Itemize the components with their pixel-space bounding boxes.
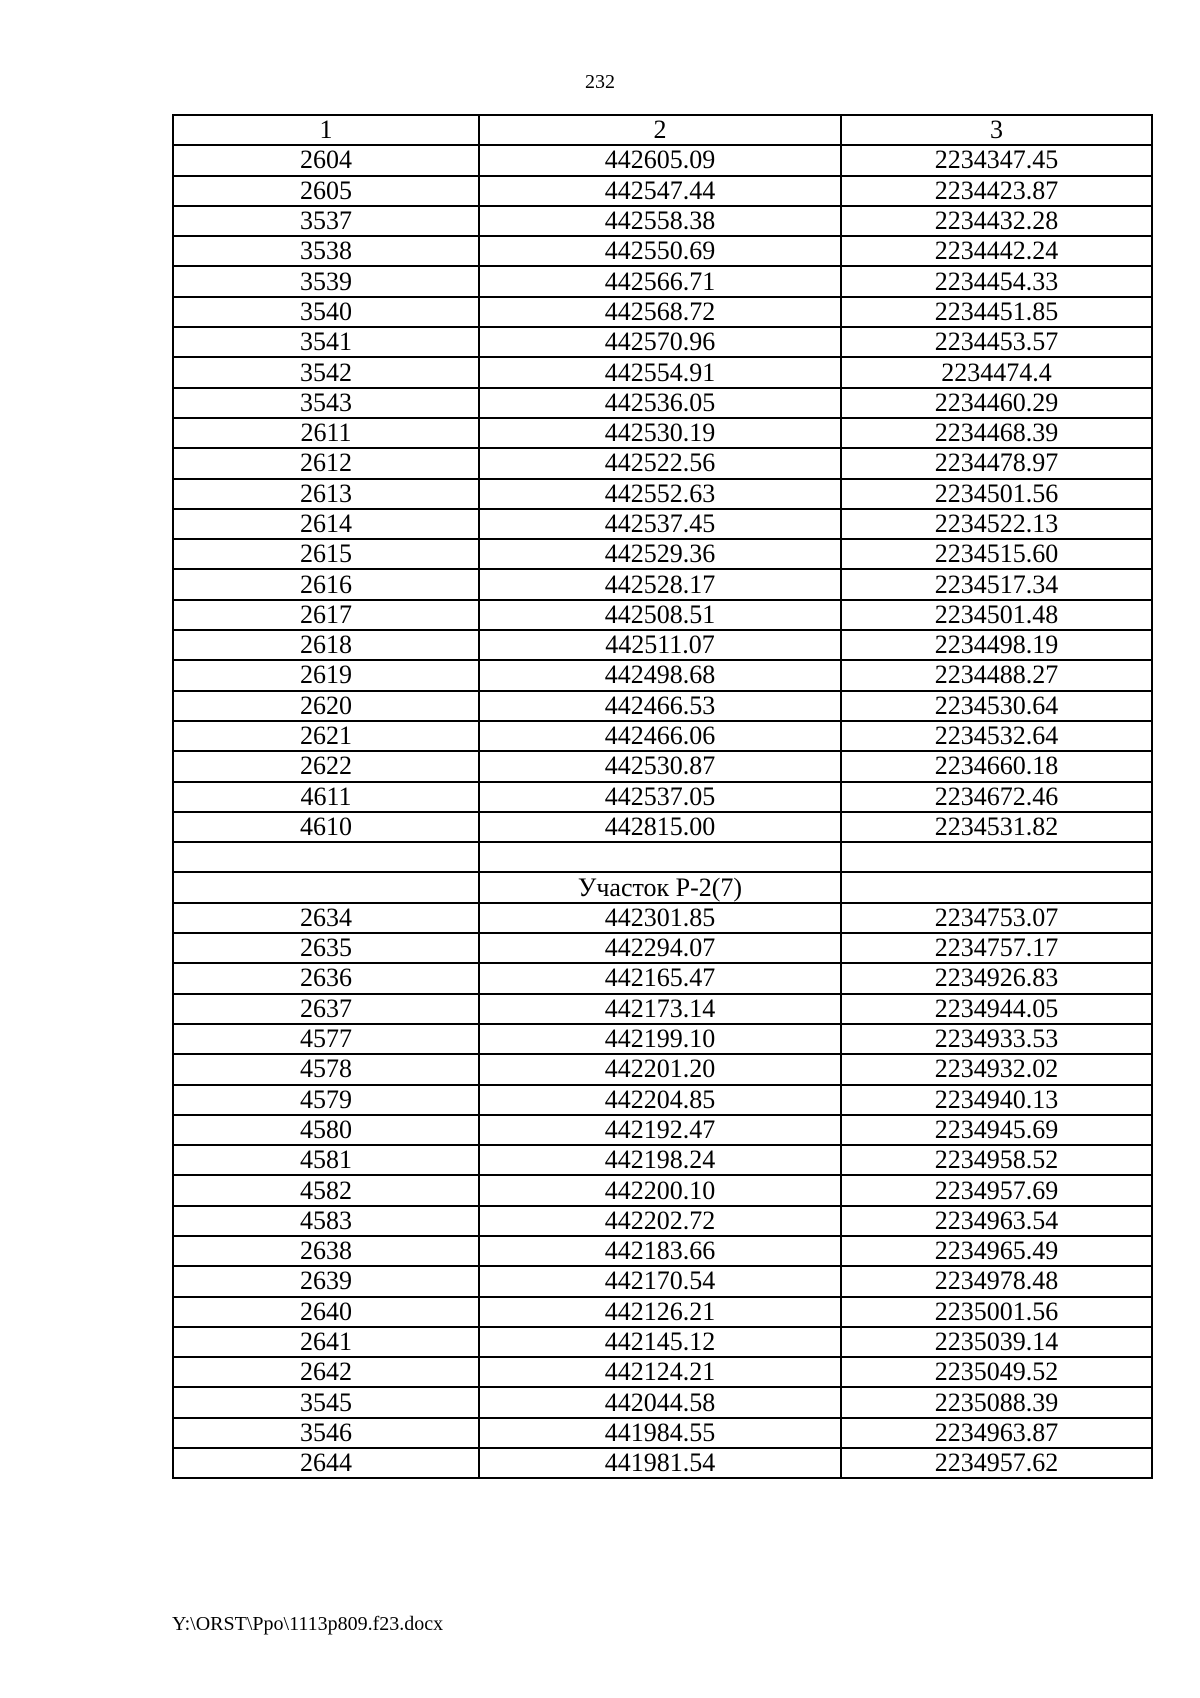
x-coordinate-cell: 442466.53	[479, 691, 841, 721]
y-coordinate-cell: 2234933.53	[841, 1024, 1152, 1054]
table-row	[173, 842, 1152, 872]
header-cell-2: 2	[479, 115, 841, 145]
x-coordinate-cell: 442605.09	[479, 145, 841, 175]
y-coordinate-cell: 2234347.45	[841, 145, 1152, 175]
table-row	[173, 1236, 1152, 1266]
y-coordinate-cell: 2234957.62	[841, 1448, 1152, 1478]
y-coordinate-cell: 2234945.69	[841, 1115, 1152, 1145]
y-coordinate-cell: 2234432.28	[841, 206, 1152, 236]
x-coordinate-cell: 442511.07	[479, 630, 841, 660]
x-coordinate-cell: 442550.69	[479, 236, 841, 266]
y-coordinate-cell: 2234478.97	[841, 448, 1152, 478]
table-row	[173, 145, 1152, 175]
point-number-cell: 4610	[173, 812, 479, 842]
y-coordinate-cell: 2234672.46	[841, 782, 1152, 812]
x-coordinate-cell: 442199.10	[479, 1024, 841, 1054]
table-row	[173, 1145, 1152, 1175]
x-coordinate-cell: 442200.10	[479, 1175, 841, 1205]
table-row	[173, 1266, 1152, 1296]
table-row	[173, 1115, 1152, 1145]
y-coordinate-cell: 2234958.52	[841, 1145, 1152, 1175]
x-coordinate-cell: 442126.21	[479, 1297, 841, 1327]
point-number-cell: 2615	[173, 539, 479, 569]
table-row	[173, 1357, 1152, 1387]
point-number-cell: 4583	[173, 1206, 479, 1236]
header-cell-1: 1	[173, 115, 479, 145]
x-coordinate-cell: 442204.85	[479, 1085, 841, 1115]
y-coordinate-cell: 2234515.60	[841, 539, 1152, 569]
point-number-cell: 2616	[173, 569, 479, 599]
x-coordinate-cell: 442202.72	[479, 1206, 841, 1236]
point-number-cell: 4611	[173, 782, 479, 812]
table-row	[173, 1024, 1152, 1054]
y-coordinate-cell: 2234488.27	[841, 660, 1152, 690]
table-row	[173, 357, 1152, 387]
point-number-cell: 2638	[173, 1236, 479, 1266]
table-row	[173, 812, 1152, 842]
point-number-cell: 4581	[173, 1145, 479, 1175]
table-row	[173, 206, 1152, 236]
y-coordinate-cell: 2234932.02	[841, 1054, 1152, 1084]
x-coordinate-cell: 442529.36	[479, 539, 841, 569]
point-number-cell: 2641	[173, 1327, 479, 1357]
x-coordinate-cell: 442547.44	[479, 176, 841, 206]
x-coordinate-cell: 442568.72	[479, 297, 841, 327]
table-row	[173, 509, 1152, 539]
x-coordinate-cell: 442124.21	[479, 1357, 841, 1387]
y-coordinate-cell: 2235049.52	[841, 1357, 1152, 1387]
table-row	[173, 963, 1152, 993]
point-number-cell: 2642	[173, 1357, 479, 1387]
x-coordinate-cell: 442165.47	[479, 963, 841, 993]
x-coordinate-cell: 442508.51	[479, 600, 841, 630]
table-row	[173, 297, 1152, 327]
point-number-cell: 2614	[173, 509, 479, 539]
point-number-cell: 2635	[173, 933, 479, 963]
table-row	[173, 600, 1152, 630]
x-coordinate-cell: 442145.12	[479, 1327, 841, 1357]
table-row	[173, 782, 1152, 812]
point-number-cell: 3538	[173, 236, 479, 266]
y-coordinate-cell: 2234660.18	[841, 751, 1152, 781]
table-row	[173, 176, 1152, 206]
table-row	[173, 933, 1152, 963]
table-row	[173, 1387, 1152, 1417]
y-coordinate-cell	[841, 842, 1152, 872]
table-row	[173, 1297, 1152, 1327]
x-coordinate-cell: 442522.56	[479, 448, 841, 478]
table-row	[173, 1327, 1152, 1357]
point-number-cell: 3542	[173, 357, 479, 387]
point-number-cell: 3537	[173, 206, 479, 236]
table-row	[173, 479, 1152, 509]
point-number-cell: 2637	[173, 994, 479, 1024]
y-coordinate-cell: 2234451.85	[841, 297, 1152, 327]
x-coordinate-cell: 442554.91	[479, 357, 841, 387]
x-coordinate-cell: 442294.07	[479, 933, 841, 963]
table-row	[173, 539, 1152, 569]
x-coordinate-cell: 442815.00	[479, 812, 841, 842]
y-coordinate-cell: 2234522.13	[841, 509, 1152, 539]
x-coordinate-cell: 442201.20	[479, 1054, 841, 1084]
x-coordinate-cell: 442536.05	[479, 388, 841, 418]
table-row	[173, 660, 1152, 690]
point-number-cell: 4580	[173, 1115, 479, 1145]
y-coordinate-cell: 2234517.34	[841, 569, 1152, 599]
y-coordinate-cell: 2235039.14	[841, 1327, 1152, 1357]
footer-file-path: Y:\ORST\Ppo\1113p809.f23.docx	[172, 1613, 444, 1635]
table-body	[173, 115, 1152, 1478]
point-number-cell: 4579	[173, 1085, 479, 1115]
point-number-cell	[173, 842, 479, 872]
y-coordinate-cell: 2234532.64	[841, 721, 1152, 751]
table-row	[173, 751, 1152, 781]
table-header-row	[173, 115, 1152, 145]
x-coordinate-cell: 441981.54	[479, 1448, 841, 1478]
point-number-cell: 3539	[173, 266, 479, 296]
point-number-cell: 4578	[173, 1054, 479, 1084]
y-coordinate-cell: 2235001.56	[841, 1297, 1152, 1327]
point-number-cell: 2619	[173, 660, 479, 690]
x-coordinate-cell: 442301.85	[479, 903, 841, 933]
x-coordinate-cell: 442498.68	[479, 660, 841, 690]
table-row	[173, 266, 1152, 296]
point-number-cell: 3540	[173, 297, 479, 327]
table-row	[173, 448, 1152, 478]
point-number-cell: 2604	[173, 145, 479, 175]
x-coordinate-cell: 442552.63	[479, 479, 841, 509]
table-row	[173, 1085, 1152, 1115]
point-number-cell	[173, 872, 479, 902]
y-coordinate-cell: 2234468.39	[841, 418, 1152, 448]
x-coordinate-cell: 442170.54	[479, 1266, 841, 1296]
x-coordinate-cell: 442530.19	[479, 418, 841, 448]
point-number-cell: 4582	[173, 1175, 479, 1205]
x-coordinate-cell: 442537.45	[479, 509, 841, 539]
x-coordinate-cell: Участок Р-2(7)	[479, 872, 841, 902]
y-coordinate-cell: 2234753.07	[841, 903, 1152, 933]
x-coordinate-cell: 442192.47	[479, 1115, 841, 1145]
y-coordinate-cell: 2234757.17	[841, 933, 1152, 963]
point-number-cell: 2613	[173, 479, 479, 509]
x-coordinate-cell: 442566.71	[479, 266, 841, 296]
point-number-cell: 3545	[173, 1387, 479, 1417]
y-coordinate-cell: 2234453.57	[841, 327, 1152, 357]
x-coordinate-cell	[479, 842, 841, 872]
point-number-cell: 3546	[173, 1418, 479, 1448]
point-number-cell: 4577	[173, 1024, 479, 1054]
x-coordinate-cell: 442044.58	[479, 1387, 841, 1417]
point-number-cell: 2612	[173, 448, 479, 478]
x-coordinate-cell: 442183.66	[479, 1236, 841, 1266]
x-coordinate-cell: 442570.96	[479, 327, 841, 357]
table-row	[173, 327, 1152, 357]
x-coordinate-cell: 442530.87	[479, 751, 841, 781]
table-row	[173, 1206, 1152, 1236]
y-coordinate-cell: 2234501.48	[841, 600, 1152, 630]
y-coordinate-cell: 2234940.13	[841, 1085, 1152, 1115]
point-number-cell: 2617	[173, 600, 479, 630]
y-coordinate-cell: 2234501.56	[841, 479, 1152, 509]
y-coordinate-cell	[841, 872, 1152, 902]
y-coordinate-cell: 2234454.33	[841, 266, 1152, 296]
table-row	[173, 630, 1152, 660]
x-coordinate-cell: 442173.14	[479, 994, 841, 1024]
point-number-cell: 2611	[173, 418, 479, 448]
point-number-cell: 2605	[173, 176, 479, 206]
point-number-cell: 2620	[173, 691, 479, 721]
header-cell-3: 3	[841, 115, 1152, 145]
point-number-cell: 2622	[173, 751, 479, 781]
point-number-cell: 3541	[173, 327, 479, 357]
y-coordinate-cell: 2234963.54	[841, 1206, 1152, 1236]
point-number-cell: 2644	[173, 1448, 479, 1478]
point-number-cell: 2639	[173, 1266, 479, 1296]
table-row	[173, 388, 1152, 418]
table-row	[173, 569, 1152, 599]
y-coordinate-cell: 2234423.87	[841, 176, 1152, 206]
y-coordinate-cell: 2234944.05	[841, 994, 1152, 1024]
y-coordinate-cell: 2234957.69	[841, 1175, 1152, 1205]
table-row	[173, 1175, 1152, 1205]
x-coordinate-cell: 442528.17	[479, 569, 841, 599]
table-row	[173, 903, 1152, 933]
x-coordinate-cell: 442558.38	[479, 206, 841, 236]
table-row	[173, 236, 1152, 266]
coordinates-table	[172, 114, 1153, 1479]
x-coordinate-cell: 441984.55	[479, 1418, 841, 1448]
y-coordinate-cell: 2235088.39	[841, 1387, 1152, 1417]
table-row	[173, 1054, 1152, 1084]
table-row	[173, 872, 1152, 902]
table-row	[173, 1448, 1152, 1478]
y-coordinate-cell: 2234498.19	[841, 630, 1152, 660]
table-row	[173, 721, 1152, 751]
x-coordinate-cell: 442466.06	[479, 721, 841, 751]
point-number-cell: 2618	[173, 630, 479, 660]
point-number-cell: 2621	[173, 721, 479, 751]
x-coordinate-cell: 442198.24	[479, 1145, 841, 1175]
table-row	[173, 691, 1152, 721]
page-number: 232	[585, 71, 615, 93]
y-coordinate-cell: 2234460.29	[841, 388, 1152, 418]
y-coordinate-cell: 2234963.87	[841, 1418, 1152, 1448]
x-coordinate-cell: 442537.05	[479, 782, 841, 812]
y-coordinate-cell: 2234978.48	[841, 1266, 1152, 1296]
point-number-cell: 2636	[173, 963, 479, 993]
y-coordinate-cell: 2234531.82	[841, 812, 1152, 842]
y-coordinate-cell: 2234530.64	[841, 691, 1152, 721]
point-number-cell: 3543	[173, 388, 479, 418]
table-row	[173, 1418, 1152, 1448]
table-row	[173, 418, 1152, 448]
y-coordinate-cell: 2234442.24	[841, 236, 1152, 266]
point-number-cell: 2640	[173, 1297, 479, 1327]
y-coordinate-cell: 2234965.49	[841, 1236, 1152, 1266]
y-coordinate-cell: 2234926.83	[841, 963, 1152, 993]
table-row	[173, 994, 1152, 1024]
point-number-cell: 2634	[173, 903, 479, 933]
y-coordinate-cell: 2234474.4	[841, 357, 1152, 387]
